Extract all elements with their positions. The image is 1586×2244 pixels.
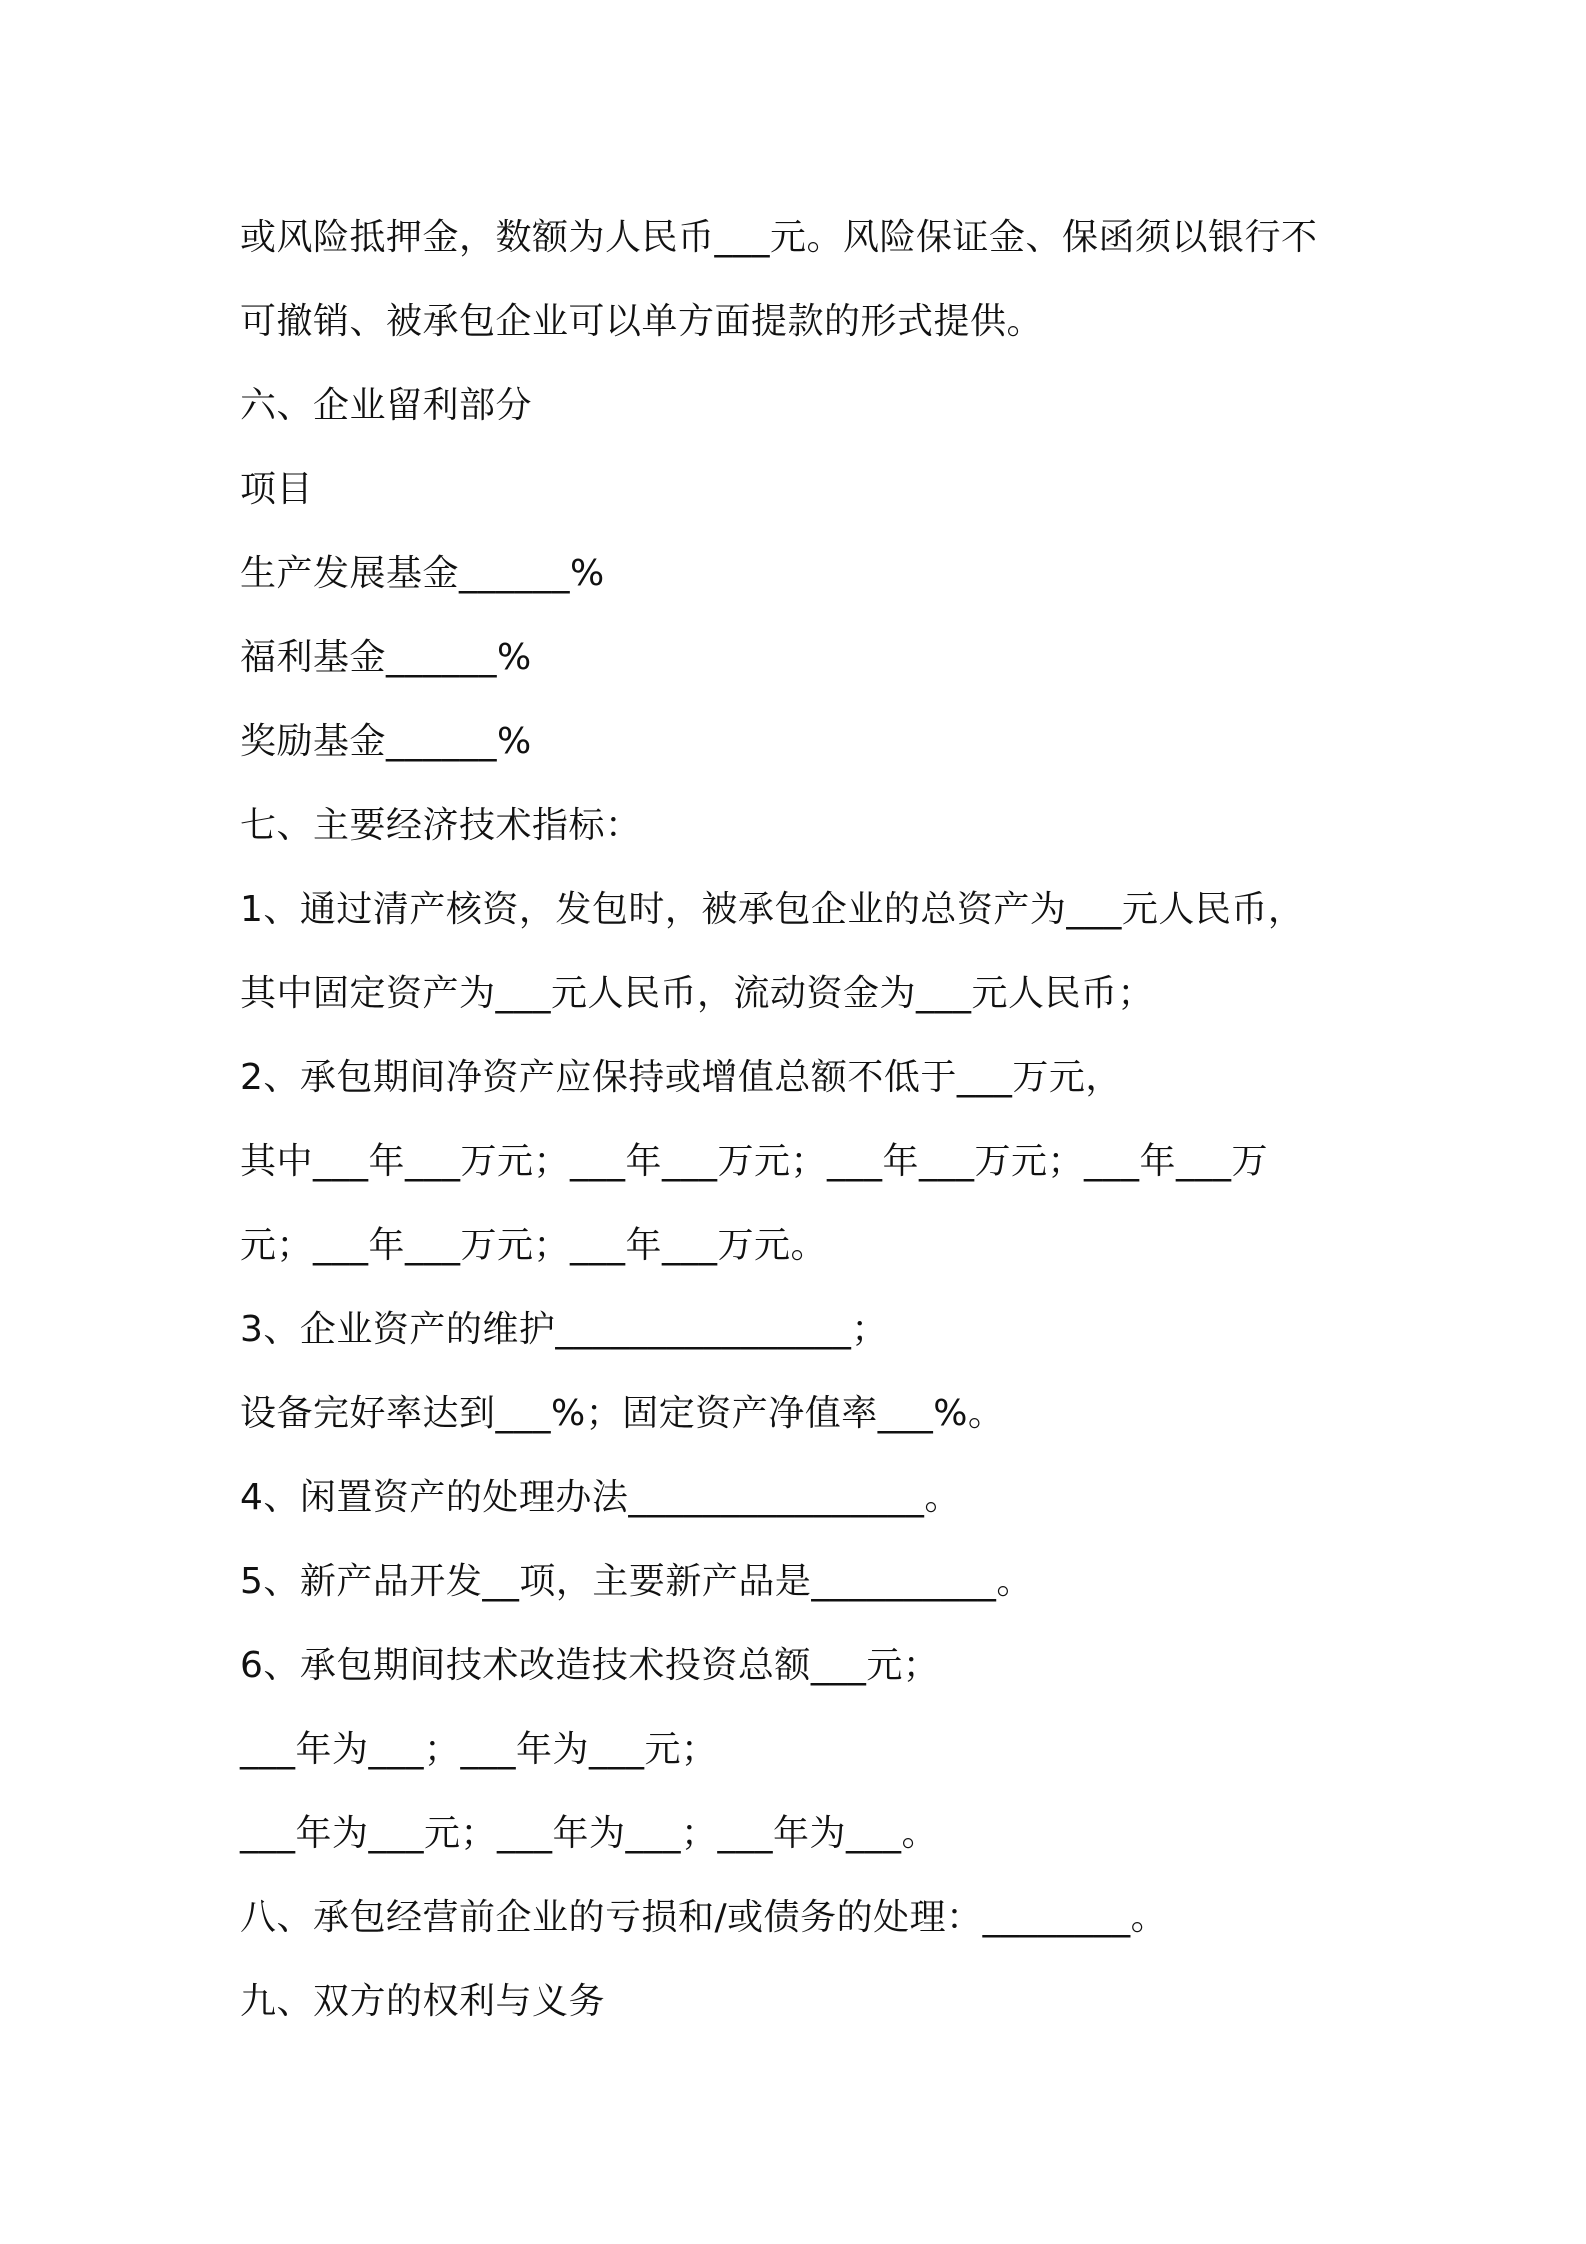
fund-line: 生产发展基金______% bbox=[240, 553, 605, 594]
paragraph-line: 6、承包期间技术改造技术投资总额___元； bbox=[240, 1645, 940, 1686]
paragraph-line: 元；___年___万元；___年___万元。 bbox=[240, 1225, 828, 1266]
paragraph-line: 3、企业资产的维护________________； bbox=[240, 1309, 888, 1350]
section-heading: 七、主要经济技术指标： bbox=[240, 805, 642, 846]
fund-line: 福利基金______% bbox=[240, 637, 532, 678]
paragraph-line: 或风险抵押金，数额为人民币___元。风险保证金、保函须以银行不 bbox=[240, 217, 1318, 258]
paragraph-line: ___年为___；___年为___元； bbox=[240, 1729, 718, 1770]
section-heading: 六、企业留利部分 bbox=[240, 385, 533, 426]
fund-line: 奖励基金______% bbox=[240, 721, 532, 762]
section-heading: 八、承包经营前企业的亏损和/或债务的处理：________。 bbox=[240, 1897, 1168, 1938]
paragraph-line: 2、承包期间净资产应保持或增值总额不低于___万元， bbox=[240, 1057, 1122, 1098]
section-heading: 九、双方的权利与义务 bbox=[240, 1981, 606, 2022]
paragraph-line: 4、闲置资产的处理办法________________。 bbox=[240, 1477, 961, 1518]
paragraph-line: 5、新产品开发__项，主要新产品是__________。 bbox=[240, 1561, 1033, 1602]
paragraph-line: ___年为___元；___年为___；___年为___。 bbox=[240, 1813, 939, 1854]
document-body bbox=[240, 196, 1370, 2044]
paragraph-line: 1、通过清产核资，发包时，被承包企业的总资产为___元人民币， bbox=[240, 889, 1305, 930]
paragraph-line: 设备完好率达到___%；固定资产净值率___%。 bbox=[240, 1393, 1005, 1434]
paragraph-line: 可撤销、被承包企业可以单方面提款的形式提供。 bbox=[240, 301, 1044, 342]
item-label: 项目 bbox=[240, 469, 314, 510]
paragraph-line: 其中___年___万元；___年___万元；___年___万元；___年___万 bbox=[240, 1141, 1269, 1182]
paragraph-line: 其中固定资产为___元人民币，流动资金为___元人民币； bbox=[240, 973, 1155, 1014]
